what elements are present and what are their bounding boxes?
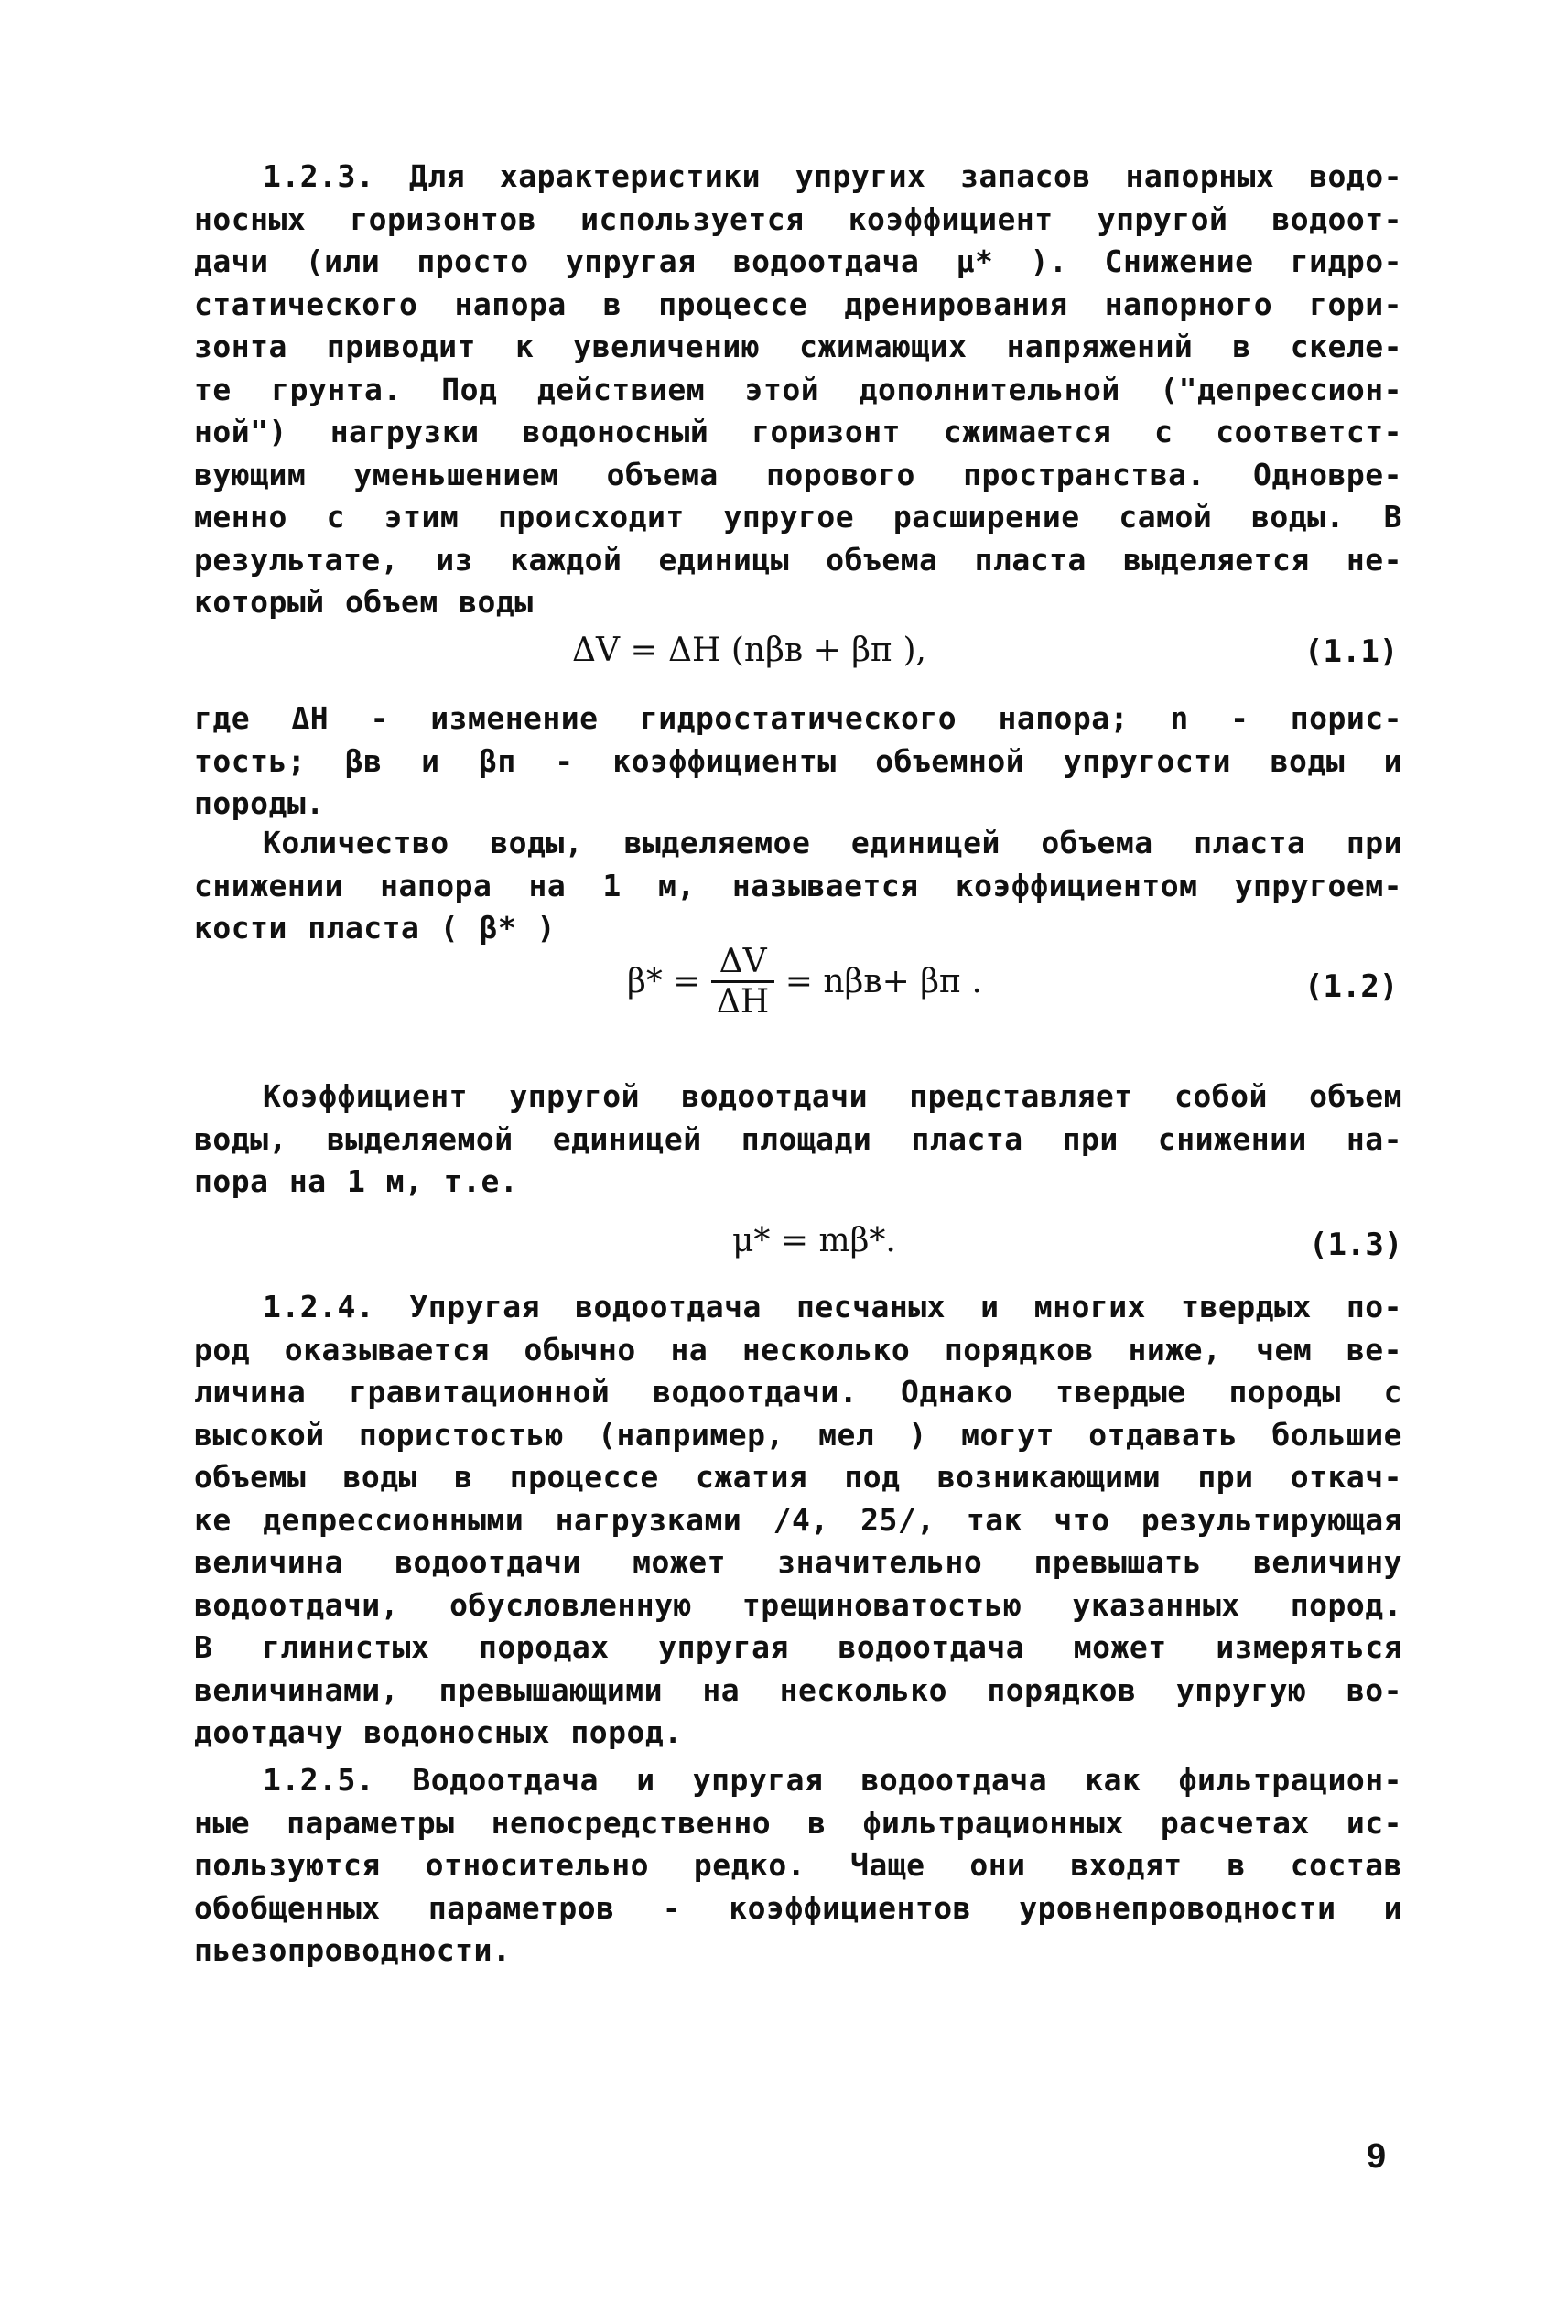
text-line: кости пласта ( β* ) — [194, 910, 556, 946]
equation-1-2 — [627, 943, 982, 1021]
text-line: В глинистых породах упругая водоотдача может измеряться — [194, 1629, 1402, 1665]
text-line: тость; βв и βп - коэффициенты объемной упругости воды и — [194, 742, 1402, 779]
paragraph-1-2-4 — [194, 1286, 1402, 1755]
paragraph-definitions — [194, 697, 1402, 826]
text-line: пьезопроводности. — [194, 1932, 512, 1968]
text-line: обобщенных параметров - коэффициентов уровнепроводности и — [194, 1889, 1402, 1926]
equation-rhs: = nβв+ βп . — [784, 963, 982, 1000]
fraction-denominator: ΔH — [716, 983, 770, 1021]
text-line: ке депрессионными нагрузками /4, 25/, так что результирующая — [194, 1501, 1402, 1538]
text-line: ной") нагрузки водоносный горизонт сжимается с соответст- — [194, 414, 1402, 449]
text-line: Коэффициент упругой водоотдачи представляет собой объем — [263, 1078, 1402, 1114]
text-line: те грунта. Под действием этой дополнительной ("депрессион- — [194, 371, 1402, 407]
text-line: менно с этим происходит упругое расширение самой воды. В — [194, 499, 1402, 535]
equation-1-1: ΔV = ΔH (nβв + βп ), — [572, 632, 926, 669]
text-line: высокой пористостью (например, мел ) могут отдавать большие — [194, 1416, 1402, 1453]
text-line: зонта приводит к увеличению сжимающих напряжений в скеле- — [194, 329, 1402, 364]
text-line: где ΔH - изменение гидростатического напора; n - порис- — [194, 700, 1402, 736]
paragraph-elastic-yield — [194, 1076, 1402, 1204]
text-line: 1.2.5. Водоотдача и упругая водоотдача как фильтрацион- — [263, 1762, 1402, 1798]
text-line: пользуются относительно редко. Чаще они входят в состав — [194, 1847, 1402, 1883]
paragraph-storage-coefficient — [194, 822, 1402, 950]
text-line: воды, выделяемой единицей площади пласта при снижении на- — [194, 1120, 1402, 1157]
text-line: 1.2.3. Для характеристики упругих запасов напорных водо- — [263, 158, 1402, 194]
equation-number-1-1: (1.1) — [1304, 633, 1399, 670]
text-line: Количество воды, выделяемое единицей объема пласта при — [263, 825, 1402, 860]
text-line: 1.2.4. Упругая водоотдача песчаных и многих твердых по- — [263, 1289, 1402, 1324]
text-line: вующим уменьшением объема порового пространства. Одновре- — [194, 456, 1402, 492]
text-line: доотдачу водоносных пород. — [194, 1714, 683, 1750]
text-line: носных горизонтов используется коэффициент упругой водоот- — [194, 200, 1402, 237]
text-line: результате, из каждой единицы объема пласта выделяется не- — [194, 541, 1402, 578]
fraction-numerator: ΔV — [711, 943, 774, 983]
text-line: статического напора в процессе дренирования напорного гори- — [194, 286, 1402, 322]
text-line: род оказывается обычно на несколько порядков ниже, чем ве- — [194, 1331, 1402, 1367]
text-line: дачи (или просто упругая водоотдача μ* ). Снижение гидро- — [194, 243, 1402, 279]
equation-1-3: μ* = mβ*. — [732, 1222, 896, 1259]
text-line: породы. — [194, 785, 325, 821]
text-line: который объем воды — [194, 584, 534, 620]
text-line: снижении напора на 1 м, называется коэффициентом упругоем- — [194, 867, 1402, 903]
text-line: пора на 1 м, т.е. — [194, 1163, 519, 1199]
equation-number-1-3: (1.3) — [1309, 1227, 1403, 1263]
text-line: величина водоотдачи может значительно превышать величину — [194, 1544, 1402, 1580]
paragraph-1-2-3 — [194, 156, 1402, 624]
paragraph-1-2-5 — [194, 1759, 1402, 1973]
equation-lhs: β* = — [627, 963, 701, 1000]
text-line: личина гравитационной водоотдачи. Однако твердые породы с — [194, 1374, 1402, 1410]
text-line: объемы воды в процессе сжатия под возникающими при откач- — [194, 1459, 1402, 1495]
text-line: водоотдачи, обусловленную трещиноватостью указанных пород. — [194, 1586, 1402, 1623]
equation-number-1-2: (1.2) — [1304, 968, 1399, 1005]
text-line: ные параметры непосредственно в фильтрационных расчетах ис- — [194, 1804, 1402, 1841]
page-number: 9 — [1367, 2137, 1387, 2176]
fraction — [711, 943, 774, 1021]
text-line: величинами, превышающими на несколько порядков упругую во- — [194, 1671, 1402, 1708]
